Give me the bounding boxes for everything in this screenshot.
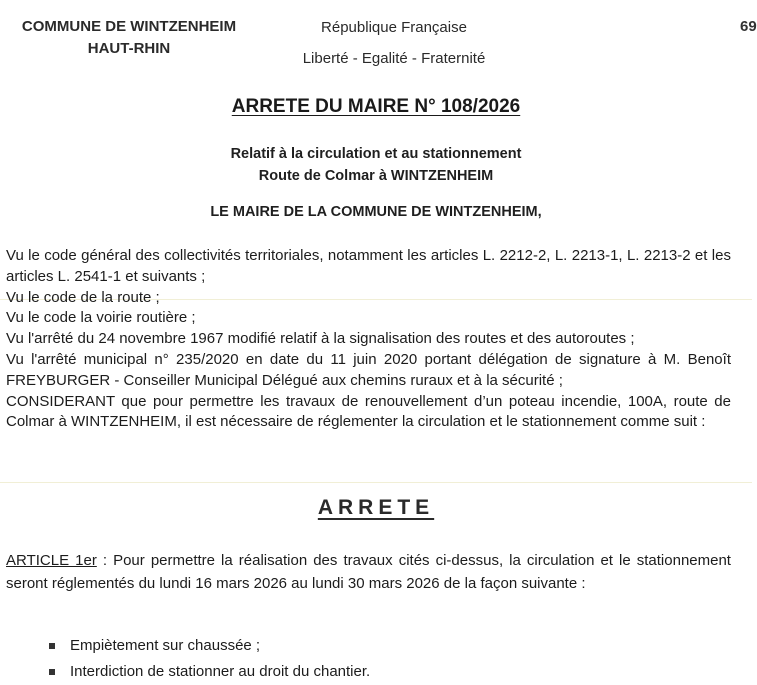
republic-motto: Liberté - Egalité - Fraternité [302, 50, 486, 67]
document-title [0, 96, 752, 118]
consideration-paragraph: Vu le code la voirie routière ; [6, 309, 196, 327]
consideration-paragraph: Vu l'arrêté municipal n° 235/2020 en date du 11 juin 2020 portant délégation de signature à M. Benoît FREYBURGER - Conseiller Municipal Délégué aux chemins ruraux et à la sécurité ; [6, 350, 731, 389]
republic-header [280, 17, 508, 70]
consideration-paragraph: Vu le code de la route ; [6, 288, 160, 306]
commune-name: COMMUNE DE WINTZENHEIM [21, 18, 237, 35]
arrete-heading [0, 496, 752, 520]
list-item: Empiètement sur chaussée ; [48, 633, 370, 659]
article-1 [6, 550, 731, 595]
department-name: HAUT-RHIN [87, 40, 171, 57]
document-subtitle [0, 143, 752, 187]
scan-artifact-line [0, 482, 752, 483]
consideration-paragraph: Vu le code général des collectivités territoriales, notamment les articles L. 2212-2, L. 2213-1, L. 2213-2 et les articles L. 2541-1 et suivants ; [6, 247, 731, 285]
consideration-paragraph: Vu l'arrêté du 24 novembre 1967 modifié relatif à la signalisation des routes et des autoroutes ; [6, 330, 635, 348]
considerations-block [6, 246, 731, 433]
republic-name: République Française [321, 19, 467, 36]
document-title-text: ARRETE DU MAIRE N° 108/2026 [231, 96, 521, 117]
article-1-text: : Pour permettre la réalisation des travaux cités ci-dessus, la circulation et le stationnement seront réglementés du lundi 16 mars 2026 au lundi 30 mars 2026 de la façon suivante : [6, 552, 731, 592]
page-number: 69 [740, 18, 757, 35]
consideration-paragraph: CONSIDERANT que pour permettre les travaux de renouvellement d’un poteau incendie, 100A, route de Colmar à WINTZENHEIM, il est nécessaire de réglementer la circulation et le stationnement comme suit : [6, 392, 731, 431]
commune-header [8, 16, 250, 60]
measures-list [48, 633, 370, 685]
list-item: Interdiction de stationner au droit du chantier. [48, 659, 370, 685]
maire-heading: LE MAIRE DE LA COMMUNE DE WINTZENHEIM, [210, 204, 542, 220]
subtitle-line-2: Route de Colmar à WINTZENHEIM [258, 168, 494, 184]
subtitle-line-1: Relatif à la circulation et au stationnement [230, 146, 522, 162]
article-1-label: ARTICLE 1er [6, 552, 97, 569]
arrete-heading-text: ARRETE [317, 496, 435, 519]
